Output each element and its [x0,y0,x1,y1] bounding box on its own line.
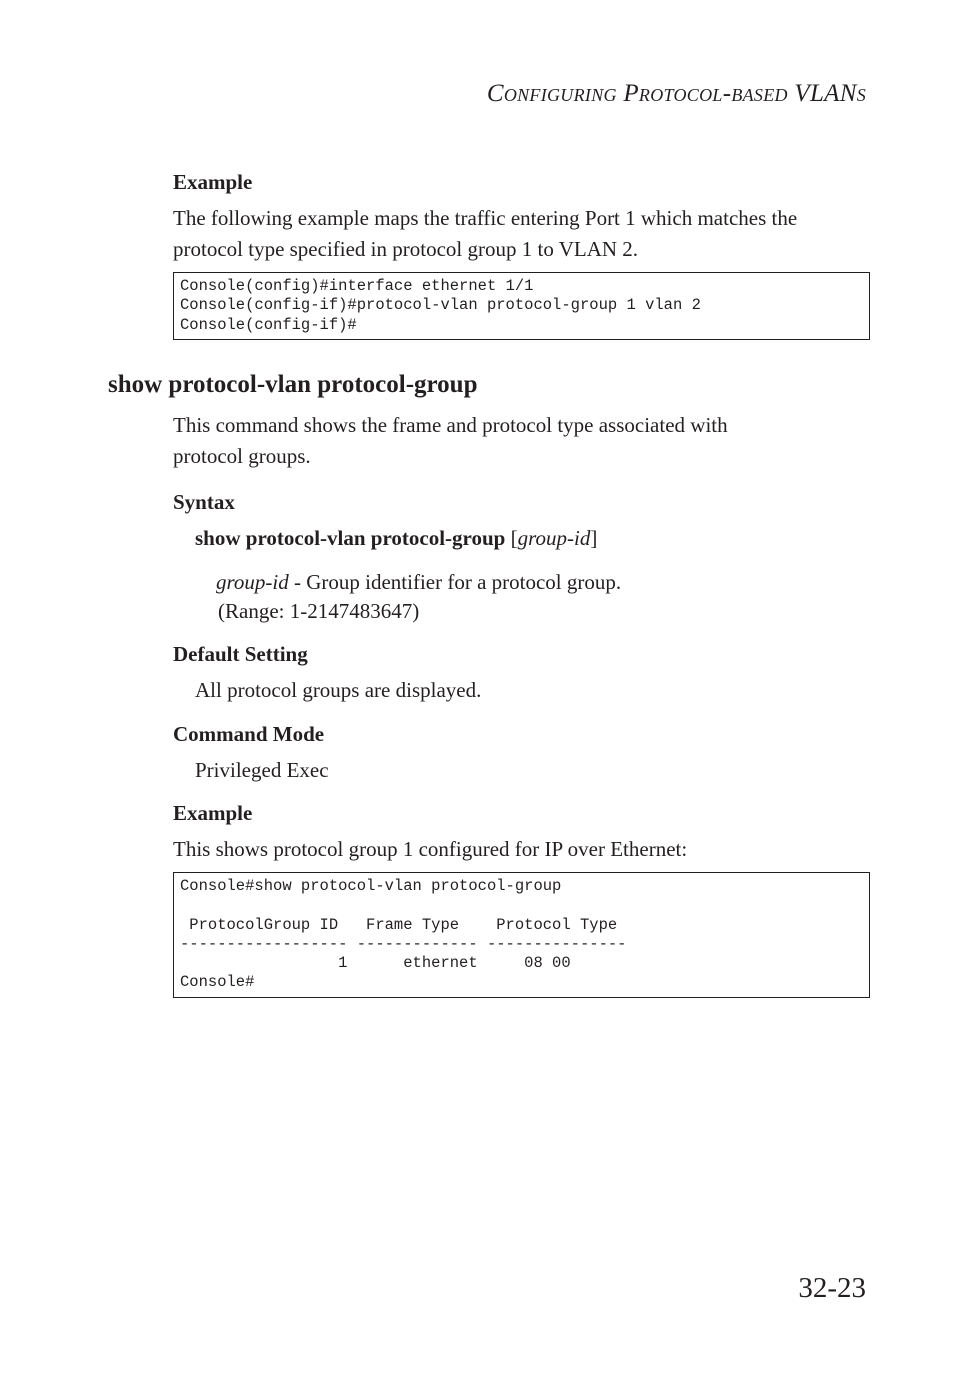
example-label: Example [173,801,253,825]
command-description [173,410,728,472]
default-setting-value: All protocol groups are displayed. [195,678,482,702]
syntax-label: Syntax [173,490,235,514]
param-range: (Range: 1-2147483647) [218,599,420,623]
param-name: group-id [216,570,289,594]
code-example-box [173,872,870,998]
example-label: Example [173,170,253,194]
code-line: Console(config)#interface ethernet 1/1 [180,277,534,295]
code-example-box [173,272,870,340]
default-setting-label: Default Setting [173,642,308,666]
example-description-line: protocol type specified in protocol group 1 to VLAN 2. [173,237,639,261]
command-description-line: This command shows the frame and protocol type associated with [173,413,728,437]
command-heading: show protocol-vlan protocol-group [108,371,478,398]
command-mode-value: Privileged Exec [195,758,329,782]
code-line: ------------------ ------------- --------------- [180,934,627,953]
code-line: ProtocolGroup ID Frame Type Protocol Type [180,915,618,934]
command-mode-label: Command Mode [173,722,325,746]
syntax-open-bracket: [ [505,526,518,550]
param-description [216,567,621,598]
syntax-command [195,526,597,551]
syntax-close-bracket: ] [590,526,598,550]
command-description-line: protocol groups. [173,444,311,468]
page-number: 32-23 [798,1272,866,1304]
code-line: Console(config-if)#protocol-vlan protocol-group 1 vlan 2 [180,296,701,315]
example-description-line: The following example maps the traffic entering Port 1 which matches the [173,206,798,230]
code-line: 1 ethernet 08 00 [180,954,571,973]
syntax-command-name: show protocol-vlan protocol-group [195,526,506,550]
code-line: Console# [180,973,255,992]
running-header: Configuring Protocol-based VLANs [486,80,866,107]
param-desc: - Group identifier for a protocol group. [288,570,622,594]
code-line: Console(config-if)# [180,315,357,334]
syntax-param: group-id [517,526,591,550]
example-description [173,203,797,265]
code-line [180,896,863,915]
example-description: This shows protocol group 1 configured for IP over Ethernet: [173,837,688,861]
code-line: Console#show protocol-vlan protocol-group [180,877,562,895]
